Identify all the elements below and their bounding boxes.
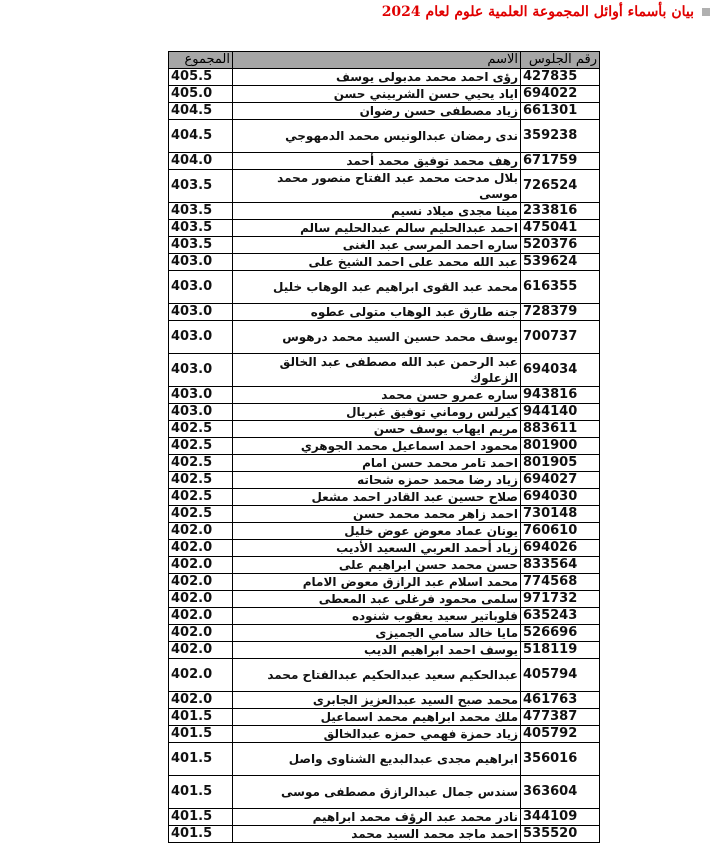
student-name-cell: احمد زاهر محمد محمد حسن [233, 506, 521, 523]
seat-number-cell: 726524 [521, 170, 600, 203]
seat-number-cell: 774568 [521, 574, 600, 591]
total-score-cell: 402.0 [169, 540, 233, 557]
seat-number-cell: 359238 [521, 120, 600, 153]
total-score-cell: 403.0 [169, 304, 233, 321]
student-name-cell: سلمى محمود فرغلى عبد المعطى [233, 591, 521, 608]
seat-number-cell: 730148 [521, 506, 600, 523]
total-score-cell: 405.5 [169, 69, 233, 86]
table-row [169, 153, 600, 170]
total-score-cell: 402.5 [169, 421, 233, 438]
bullet-icon [702, 8, 710, 16]
seat-number-cell: 943816 [521, 387, 600, 404]
total-score-cell: 401.5 [169, 826, 233, 843]
total-score-cell: 401.5 [169, 776, 233, 809]
table-header-row [169, 52, 600, 69]
student-name-cell: رهف محمد توفيق محمد أحمد [233, 153, 521, 170]
table-row [169, 625, 600, 642]
table-row [169, 438, 600, 455]
seat-number-cell: 344109 [521, 809, 600, 826]
student-name-cell: احمد عبدالحليم سالم عبدالحليم سالم [233, 220, 521, 237]
total-score-cell: 402.0 [169, 608, 233, 625]
table-row [169, 642, 600, 659]
table-row [169, 404, 600, 421]
seat-number-cell: 694034 [521, 354, 600, 387]
student-name-cell: عبد الله محمد على احمد الشيخ على [233, 254, 521, 271]
seat-number-cell: 833564 [521, 557, 600, 574]
student-name-cell: اياد يحيي حسن الشربيني حسن [233, 86, 521, 103]
student-name-cell: نادر محمد عبد الرؤف محمد ابراهيم [233, 809, 521, 826]
seat-number-cell: 233816 [521, 203, 600, 220]
total-score-cell: 403.0 [169, 271, 233, 304]
table-row [169, 354, 600, 387]
total-score-cell: 403.0 [169, 254, 233, 271]
table-row [169, 103, 600, 120]
student-name-cell: فلوباتير سعيد يعقوب شنوده [233, 608, 521, 625]
total-score-cell: 404.5 [169, 120, 233, 153]
total-score-cell: 402.5 [169, 455, 233, 472]
table-row [169, 809, 600, 826]
table-row [169, 387, 600, 404]
seat-number-cell: 535520 [521, 826, 600, 843]
seat-number-cell: 760610 [521, 523, 600, 540]
header-total: المجموع [169, 52, 233, 69]
student-name-cell: مايا خالد سامي الجميزى [233, 625, 521, 642]
table-row [169, 120, 600, 153]
student-name-cell: احمد ماجد محمد السيد محمد [233, 826, 521, 843]
seat-number-cell: 616355 [521, 271, 600, 304]
table-row [169, 574, 600, 591]
table-row [169, 421, 600, 438]
seat-number-cell: 405794 [521, 659, 600, 692]
seat-number-cell: 971732 [521, 591, 600, 608]
table-row [169, 254, 600, 271]
table-row [169, 220, 600, 237]
student-name-cell: ملك محمد ابراهيم محمد اسماعيل [233, 709, 521, 726]
student-name-cell: ساره عمرو حسن محمد [233, 387, 521, 404]
seat-number-cell: 801900 [521, 438, 600, 455]
total-score-cell: 402.5 [169, 506, 233, 523]
student-name-cell: زياد حمزة فهمي حمزه عبدالخالق [233, 726, 521, 743]
student-name-cell: زياد رضا محمد حمزه شحاته [233, 472, 521, 489]
seat-number-cell: 694027 [521, 472, 600, 489]
total-score-cell: 403.5 [169, 220, 233, 237]
table-row [169, 86, 600, 103]
student-name-cell: مريم ايهاب يوسف حسن [233, 421, 521, 438]
total-score-cell: 403.0 [169, 321, 233, 354]
results-table [168, 51, 600, 843]
total-score-cell: 403.0 [169, 404, 233, 421]
total-score-cell: 403.5 [169, 203, 233, 220]
table-row [169, 776, 600, 809]
table-row [169, 726, 600, 743]
student-name-cell: ابراهيم مجدى عبدالبديع الشناوى واصل [233, 743, 521, 776]
seat-number-cell: 635243 [521, 608, 600, 625]
seat-number-cell: 694026 [521, 540, 600, 557]
student-name-cell: محمود احمد اسماعيل محمد الجوهري [233, 438, 521, 455]
seat-number-cell: 661301 [521, 103, 600, 120]
student-name-cell: محمد عبد القوى ابراهيم عبد الوهاب خليل [233, 271, 521, 304]
table-row [169, 237, 600, 254]
table-row [169, 455, 600, 472]
table-row [169, 659, 600, 692]
table-row [169, 472, 600, 489]
total-score-cell: 402.5 [169, 489, 233, 506]
student-name-cell: بلال مدحت محمد عبد الفتاح منصور محمد موسى [233, 170, 521, 203]
table-row [169, 170, 600, 203]
student-name-cell: ندى رمضان عبدالونيس محمد الدمهوجي [233, 120, 521, 153]
seat-number-cell: 728379 [521, 304, 600, 321]
seat-number-cell: 694022 [521, 86, 600, 103]
total-score-cell: 405.0 [169, 86, 233, 103]
student-name-cell: عبد الرحمن عبد الله مصطفى عبد الخالق الزعلوك [233, 354, 521, 387]
page-title: بيان بأسماء أوائل المجموعة العلمية علوم لعام 2024 [381, 4, 694, 20]
seat-number-cell: 518119 [521, 642, 600, 659]
table-row [169, 304, 600, 321]
table-row [169, 557, 600, 574]
table-row [169, 540, 600, 557]
student-name-cell: رؤى احمد محمد مدبولى يوسف [233, 69, 521, 86]
student-name-cell: يوسف محمد حسين السيد محمد درهوس [233, 321, 521, 354]
total-score-cell: 404.5 [169, 103, 233, 120]
student-name-cell: يونان عماد معوض عوض خليل [233, 523, 521, 540]
table-row [169, 523, 600, 540]
total-score-cell: 403.5 [169, 170, 233, 203]
seat-number-cell: 427835 [521, 69, 600, 86]
page-title-row [382, 4, 710, 20]
total-score-cell: 403.0 [169, 387, 233, 404]
total-score-cell: 402.0 [169, 692, 233, 709]
total-score-cell: 402.0 [169, 659, 233, 692]
student-name-cell: صلاح حسين عبد القادر احمد مشعل [233, 489, 521, 506]
table-row [169, 69, 600, 86]
table-row [169, 271, 600, 304]
seat-number-cell: 671759 [521, 153, 600, 170]
seat-number-cell: 700737 [521, 321, 600, 354]
seat-number-cell: 363604 [521, 776, 600, 809]
total-score-cell: 401.5 [169, 809, 233, 826]
seat-number-cell: 356016 [521, 743, 600, 776]
total-score-cell: 402.0 [169, 523, 233, 540]
table-row [169, 203, 600, 220]
table-row [169, 506, 600, 523]
student-name-cell: مينا مجدى ميلاد نسيم [233, 203, 521, 220]
student-name-cell: حسن محمد حسن ابراهيم على [233, 557, 521, 574]
seat-number-cell: 883611 [521, 421, 600, 438]
total-score-cell: 401.5 [169, 709, 233, 726]
table-row [169, 321, 600, 354]
total-score-cell: 402.5 [169, 472, 233, 489]
seat-number-cell: 475041 [521, 220, 600, 237]
total-score-cell: 402.0 [169, 591, 233, 608]
seat-number-cell: 801905 [521, 455, 600, 472]
total-score-cell: 404.0 [169, 153, 233, 170]
seat-number-cell: 944140 [521, 404, 600, 421]
table-row [169, 826, 600, 843]
table-row [169, 489, 600, 506]
total-score-cell: 401.5 [169, 743, 233, 776]
total-score-cell: 403.0 [169, 354, 233, 387]
seat-number-cell: 694030 [521, 489, 600, 506]
total-score-cell: 402.0 [169, 642, 233, 659]
table-row [169, 709, 600, 726]
table-row [169, 692, 600, 709]
header-seat-number: رقم الجلوس [521, 52, 600, 69]
seat-number-cell: 526696 [521, 625, 600, 642]
total-score-cell: 402.0 [169, 625, 233, 642]
table-row [169, 743, 600, 776]
seat-number-cell: 461763 [521, 692, 600, 709]
total-score-cell: 403.5 [169, 237, 233, 254]
student-name-cell: محمد صبح السيد عبدالعزيز الجابرى [233, 692, 521, 709]
student-name-cell: زياد أحمد العربي السعيد الأديب [233, 540, 521, 557]
table-row [169, 608, 600, 625]
student-name-cell: ساره احمد المرسى عبد الغنى [233, 237, 521, 254]
seat-number-cell: 539624 [521, 254, 600, 271]
student-name-cell: جنه طارق عبد الوهاب متولى عطوه [233, 304, 521, 321]
student-name-cell: عبدالحكيم سعيد عبدالحكيم عبدالفتاح محمد [233, 659, 521, 692]
student-name-cell: يوسف احمد ابراهيم الديب [233, 642, 521, 659]
total-score-cell: 402.0 [169, 557, 233, 574]
header-name: الاسم [233, 52, 521, 69]
student-name-cell: زياد مصطفى حسن رضوان [233, 103, 521, 120]
student-name-cell: سندس جمال عبدالرازق مصطفى موسى [233, 776, 521, 809]
seat-number-cell: 477387 [521, 709, 600, 726]
total-score-cell: 401.5 [169, 726, 233, 743]
student-name-cell: محمد اسلام عبد الرازق معوض الامام [233, 574, 521, 591]
table-row [169, 591, 600, 608]
total-score-cell: 402.5 [169, 438, 233, 455]
seat-number-cell: 520376 [521, 237, 600, 254]
table-body [169, 69, 600, 843]
total-score-cell: 402.0 [169, 574, 233, 591]
student-name-cell: كيرلس روماني توفيق غبريال [233, 404, 521, 421]
seat-number-cell: 405792 [521, 726, 600, 743]
student-name-cell: احمد تامر محمد حسن امام [233, 455, 521, 472]
